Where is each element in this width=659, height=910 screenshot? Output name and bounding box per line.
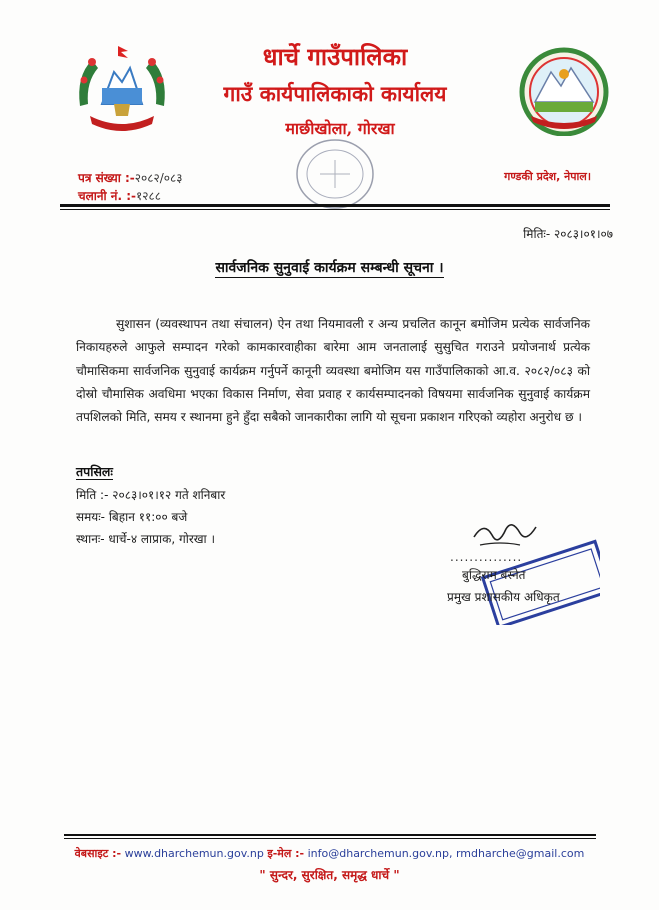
municipality-title: धार्चे गाउँपालिका [262, 42, 408, 71]
dispatch-number-label: चलानी नं. :- [78, 189, 136, 203]
website-label: वेबसाइट :- [74, 847, 122, 860]
dispatch-number [78, 187, 161, 204]
signatory-name: बुद्धिराम बस्नेत [462, 568, 526, 582]
letter-date: मितिः- २०८३।०१।०७ [523, 227, 613, 241]
header-rule-thin [60, 209, 610, 210]
dispatch-number-value: १२८८ [136, 189, 161, 203]
notice-subject [0, 258, 659, 277]
footer-contact [0, 846, 659, 861]
schedule-heading [76, 463, 113, 480]
footer-rule-thin [64, 838, 596, 839]
letter-number-label: पत्र संख्या :- [78, 171, 135, 185]
header-rule [60, 204, 610, 207]
office-seal-icon [292, 134, 378, 214]
email-links[interactable]: info@dharchemun.gov.np, rmdharche@gmail.com [307, 847, 585, 860]
subject-text: सार्वजनिक सुनुवाई कार्यक्रम सम्बन्धी सूचना । [215, 260, 444, 276]
footer-rule [64, 834, 596, 836]
municipality-logo-icon [517, 46, 611, 136]
letter-number [78, 169, 183, 186]
notice-body: सुशासन (व्यवस्थापन तथा संचालन) ऐन तथा नियमावली र अन्य प्रचलित कानून बमोजिम प्रत्येक सार्वजनिक निकायहरुले आफुले सम्पादन गरेको कामकारवाहीका बारेमा आम जनतालाई सुसुचित गराउने प्रयोजनार्थ प्रत्येक चौमासिकमा सार्वजनिक सुनुवाई कार्यक्रम गर्नुपर्ने कानूनी व्यवस्था बमोजिम यस गाउँपालिकाको आ.व. २०८२/०८३ को दोस्रो चौमासिक अवधिमा भएका विकास निर्माण, सेवा प्रवाह र कार्यसम्पादनको विषयमा सार्वजनिक सुनुवाई कार्यक्रम तपशिलको मिति, समय र स्थानमा हुने हुँदा सबैको जानकारीका लागि यो सूचना प्रकाशन गरिएको व्यहोरा अनुरोध छ । [76, 317, 590, 425]
schedule-heading-text: तपसिलः [76, 464, 113, 479]
letter-number-value: २०८२/०८३ [134, 171, 183, 185]
schedule-place: स्थानः- धार्चे-४ लाप्राक, गोरखा । [76, 532, 216, 546]
office-location: माछीखोला, गोरखा [285, 119, 395, 138]
office-subtitle: गाउँ कार्यपालिकाको कार्यालय [223, 81, 447, 106]
schedule-time: समयः- बिहान ११:०० बजे [76, 510, 188, 524]
signatory-title: प्रमुख प्रशासकीय अधिकृत [447, 590, 560, 604]
signature-line: ............... [450, 550, 523, 564]
email-label: इ-मेल :- [267, 847, 305, 860]
footer-slogan: " सुन्दर, सुरक्षित, समृद्ध धार्चे " [259, 868, 400, 882]
province-name: गण्डकी प्रदेश, नेपाल। [504, 170, 591, 183]
website-link[interactable]: www.dharchemun.gov.np [124, 847, 264, 860]
schedule-date: मिति :- २०८३।०१।१२ गते शनिबार [76, 488, 226, 502]
